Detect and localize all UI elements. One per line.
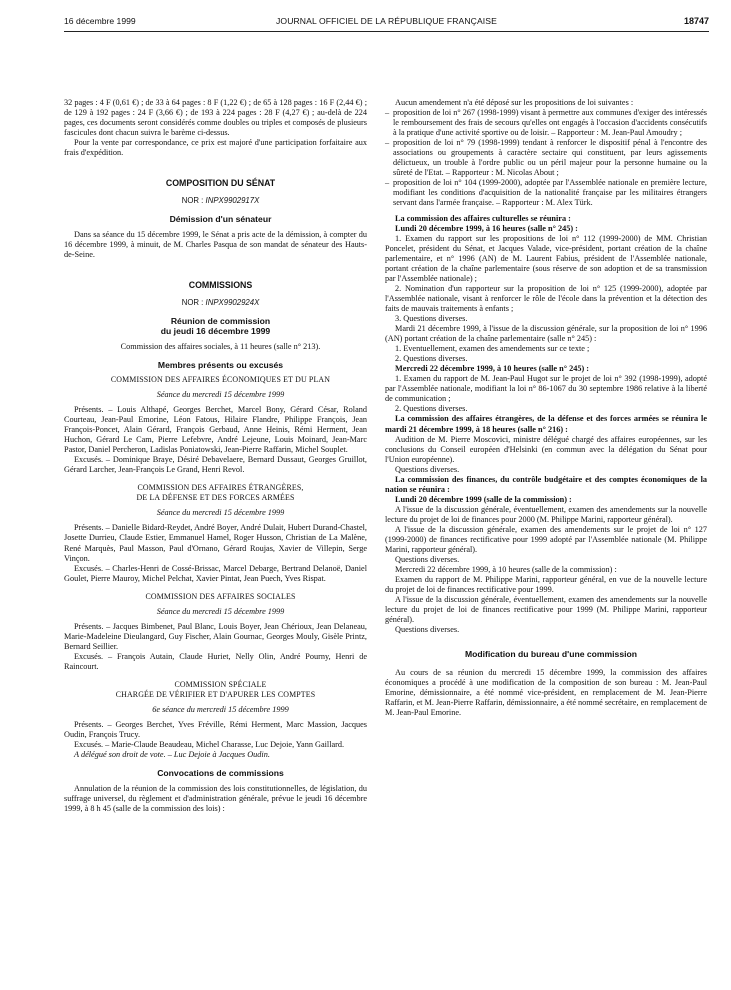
commission-name: COMMISSION DES AFFAIRES SOCIALES (145, 591, 296, 601)
seance-date: Séance du mercredi 15 décembre 1999 (156, 389, 285, 399)
presents-list: Présents. – Georges Berchet, Yves Fréville, Rémi Herment, Marc Massion, Jacques Oudin, François Trucy. (64, 720, 367, 740)
seance-date: Séance du mercredi 15 décembre 1999 (156, 508, 285, 518)
header-page-number: 18747 (683, 16, 709, 26)
subtitle-membres: Membres présents ou excusés (157, 359, 284, 370)
convocation-annulation: Annulation de la réunion de la commission des lois constitutionnelles, de législation, du suffrage universel, du règlement et d'administration générale, prévue le jeudi 16 décembre 1999, à 8 h 45 (salle de la commission des lois) : (64, 783, 367, 813)
subtitle-reunion: Réunion de commission du jeudi 16 décembre 1999 (160, 315, 271, 337)
right-column (385, 98, 707, 718)
finances-heading: La commission des finances, du contrôle budgétaire et des comptes économiques de la nation se réunira : (385, 474, 707, 494)
culturelles-point: 2. Nomination d'un rapporteur sur la proposition de loi n° 125 (1999-2000), adoptée par l'Assemblée nationale, visant à renforcer le rôle de l'école dans la prévention et la détection des faits de mauvais traitements à enfants ; (385, 283, 707, 313)
excuses-list: Excusés. – Charles-Henri de Cossé-Brissac, Marcel Debarge, Bertrand Delanoë, Daniel Goulet, Pierre Mauroy, Michel Pelchat, Xavier Pintat, Jean Puech, Yves Rispat. (64, 563, 367, 583)
proposition-item: – proposition de loi n° 104 (1999-2000), adoptée par l'Assemblée nationale en première lecture, modifiant les conditions d'acquisition de la nationalité française par les militaires étrangers servant dans l'armée française. – Rapporteur : M. Alex Türk. (385, 178, 707, 208)
seance-date: 6e séance du mercredi 15 décembre 1999 (152, 705, 289, 715)
header-date: 16 décembre 1999 (64, 16, 136, 26)
proposition-item: – proposition de loi n° 267 (1998-1999) visant à permettre aux communes d'exiger des intéressés le remboursement des frais de secours qu'elles ont engagés à l'occasion d'accidents consécutifs à la pratique d'une activité sportive ou de loisir. – Rapporteur : M. Jean-Paul Amoudry ; (385, 108, 707, 138)
modification-text: Au cours de sa réunion du mercredi 15 décembre 1999, la commission des affaires économiques a procédé à une modification de la composition de son bureau : M. Jean-Paul Emorine, démissionnaire, a été nommé vice-président, en remplacement de M. Jean-Pierre Raffarin, et M. Jean-Pierre Raffarin, démissionnaire, a été nommé secrétaire, en remplacement de M. Jean-Paul Emorine. (385, 667, 707, 717)
culturelles-heading: La commission des affaires culturelles se réunira : (395, 213, 571, 223)
etrangeres-heading: La commission des affaires étrangères, de la défense et des forces armées se réunira le mardi 21 décembre 1999, à 18 heures (salle n° 216) : (385, 414, 707, 434)
culturelles-point: 1. Examen du rapport de M. Jean-Paul Hugot sur le projet de loi n° 392 (1998-1999), adopté par l'Assemblée nationale, modifiant la loi n° 86-1067 du 30 septembre 1986 relative à la liberté de communication ; (385, 374, 707, 404)
questions-diverses: Questions diverses. (395, 555, 460, 565)
header-journal-title: JOURNAL OFFICIEL DE LA RÉPUBLIQUE FRANÇAISE (276, 16, 497, 26)
affaires-sociales-line: Commission des affaires sociales, à 11 heures (salle n° 213). (120, 341, 321, 351)
culturelles-mardi: Mardi 21 décembre 1999, à l'issue de la discussion générale, sur la proposition de loi n° 1996 (AN) portant création de la chaîne parlementaire (salle n° 245) : (385, 324, 707, 344)
commission-name: COMMISSION DES AFFAIRES ÉCONOMIQUES ET DU PLAN (110, 374, 331, 384)
culturelles-point: 1. Eventuellement, examen des amendements sur ce texte ; (395, 344, 590, 354)
left-column (64, 98, 367, 814)
culturelles-point: 3. Questions diverses. (395, 313, 468, 323)
page-header (64, 16, 709, 32)
demission-text: Dans sa séance du 15 décembre 1999, le Sénat a pris acte de la démission, à compter du 16 décembre 1999, à minuit, de M. Charles Pasqua de son mandat de sénateur des Hauts-de-Seine. (64, 229, 367, 259)
nor-reference: NOR : INPX9902924X (181, 297, 260, 307)
excuses-list: Excusés. – François Autain, Claude Huriet, Nelly Olin, André Pourny, Henri de Raincourt. (64, 651, 367, 671)
culturelles-point: 1. Examen du rapport sur les propositions de loi n° 112 (1999-2000) de MM. Christian Poncelet, président du Sénat, et Jacques Valade, vice-président, portant création de la chaîne parlementaire, et n° 1996 (AN) de M. Laurent Fabius, président de l'Assemblée nationale, portant création de la chaîne parlementaire (sous réserve de son adoption et de sa transmission par l'Assemblée nationale) ; (385, 233, 707, 283)
proposition-item: – proposition de loi n° 79 (1998-1999) tendant à renforcer le dispositif pénal à l'encontre des associations ou groupements à caractère sectaire qui constituent, par leurs agissements délictueux, un trouble à l'ordre public ou un péril majeur pour la personne humaine ou la sûreté de l'Etat. – Rapporteur : M. Nicolas About ; (385, 138, 707, 178)
finances-mercredi: Mercredi 22 décembre 1999, à 10 heures (salle de la commission) : (395, 565, 617, 575)
excuses-list: Excusés. – Marie-Claude Beaudeau, Michel Charasse, Luc Dejoie, Yann Gaillard. (74, 740, 345, 750)
header-rule (64, 31, 709, 32)
excuses-list: Excusés. – Dominique Braye, Désiré Debavelaere, Bernard Dussaut, Georges Gruillot, Gérard Larcher, Jean-François Le Grand, Henri Revol. (64, 455, 367, 475)
seance-date: Séance du mercredi 15 décembre 1999 (156, 606, 285, 616)
finances-point: Examen du rapport de M. Philippe Marini, rapporteur général, en vue de la nouvelle lecture du projet de loi de finances rectificative pour 1999. (385, 575, 707, 595)
section-title-commissions: COMMISSIONS (188, 279, 253, 290)
culturelles-point: 2. Questions diverses. (395, 404, 468, 414)
commission-name: COMMISSION DES AFFAIRES ÉTRANGÈRES, DE LA DÉFENSE ET DES FORCES ARMÉES (136, 483, 304, 503)
delegation-vote: A délégué son droit de vote. – Luc Dejoie à Jacques Oudin. (74, 750, 270, 760)
culturelles-lundi: Lundi 20 décembre 1999, à 16 heures (salle n° 245) : (395, 223, 578, 233)
nor-reference: NOR : INPX9902917X (181, 196, 260, 206)
presents-list: Présents. – Jacques Bimbenet, Paul Blanc, Louis Boyer, Jean Chérioux, Jean Delaneau, Marie-Madeleine Dieulangard, Guy Fischer, Alain Gournac, Georges Mouly, Gisèle Printz, Bernard Seillier. (64, 621, 367, 651)
tarifs-paragraph: 32 pages : 4 F (0,61 €) ; de 33 à 64 pages : 8 F (1,22 €) ; de 65 à 128 pages : 16 F (2,44 €) ; de 129 à 192 pages : 24 F (3,66 €) ; de 193 à 224 pages : 28 F (4,27 €) ; au-delà de 224 pages, ces documents seront considérés comme doubles ou triples et composés de plusieurs fascicules dont chacun suivra le barème ci-dessus. (64, 98, 367, 138)
subtitle-demission: Démission d'un sénateur (169, 214, 272, 225)
tarifs-correspondance: Pour la vente par correspondance, ce prix est majoré d'une participation forfaitaire aux frais d'expédition. (64, 138, 367, 158)
finances-lundi: Lundi 20 décembre 1999 (salle de la commission) : (395, 494, 572, 504)
commission-name: COMMISSION SPÉCIALE CHARGÉE DE VÉRIFIER ET D'APURER LES COMPTES (115, 680, 316, 700)
etrangeres-text: Audition de M. Pierre Moscovici, ministre délégué chargé des affaires européennes, sur les conclusions du Conseil européen d'Helsinki (en commun avec la délégation du Sénat pour l'Union européenne). (385, 434, 707, 464)
amendement-intro: Aucun amendement n'a été déposé sur les propositions de loi suivantes : (395, 98, 634, 107)
presents-list: Présents. – Louis Althapé, Georges Berchet, Marcel Bony, Gérard César, Roland Courteau, Jean-Paul Emorine, Léon Fatous, Hilaire Flandre, Philippe François, Jean François-Poncet, Alain Gérard, François Gerbaud, Anne Heinis, Rémi Herment, Jean Huchon, Gérard Le Cam, Pierre Lefebvre, André Lejeune, Louis Moinard, Jean-Marc Pastor, Daniel Percheron, Ladislas Poniatowski, Jean-Pierre Raffarin, Michel Souplet. (64, 404, 367, 455)
section-title-composition: COMPOSITION DU SÉNAT (165, 178, 276, 189)
culturelles-mercredi: Mercredi 22 décembre 1999, à 10 heures (salle n° 245) : (395, 364, 590, 374)
presents-list: Présents. – Danielle Bidard-Reydet, André Boyer, André Dulait, Hubert Durand-Chastel, Josette Durrieu, Claude Estier, Emmanuel Hamel, Roger Husson, Christian de La Malène, René Marquès, Paul Masson, Paul d'Ornano, Gérard Roujas, Xavier de Villepin, Serge Vinçon. (64, 523, 367, 563)
finances-point: A l'issue de la discussion générale, examen des amendements sur le projet de loi n° 127 (1999-2000) de finances rectificative pour 1999 adopté par l'Assemblée nationale (M. Philippe Marini, rapporteur général). (385, 524, 707, 555)
questions-diverses: Questions diverses. (395, 625, 460, 635)
questions-diverses: Questions diverses. (395, 464, 460, 474)
finances-point: A l'issue de la discussion générale, éventuellement, examen des amendements sur la nouvelle lecture du projet de loi de finances pour 2000 (M. Philippe Marini, rapporteur général). (385, 504, 707, 524)
subtitle-modification-bureau: Modification du bureau d'une commission (464, 649, 638, 660)
subtitle-convocations: Convocations de commissions (157, 768, 284, 779)
finances-point: A l'issue de la discussion générale, éventuellement, examen des amendements sur la nouvelle lecture du projet de loi de finances rectificative pour 1999 (M. Philippe Marini, rapporteur général). (385, 595, 707, 625)
culturelles-point: 2. Questions diverses. (395, 354, 468, 364)
